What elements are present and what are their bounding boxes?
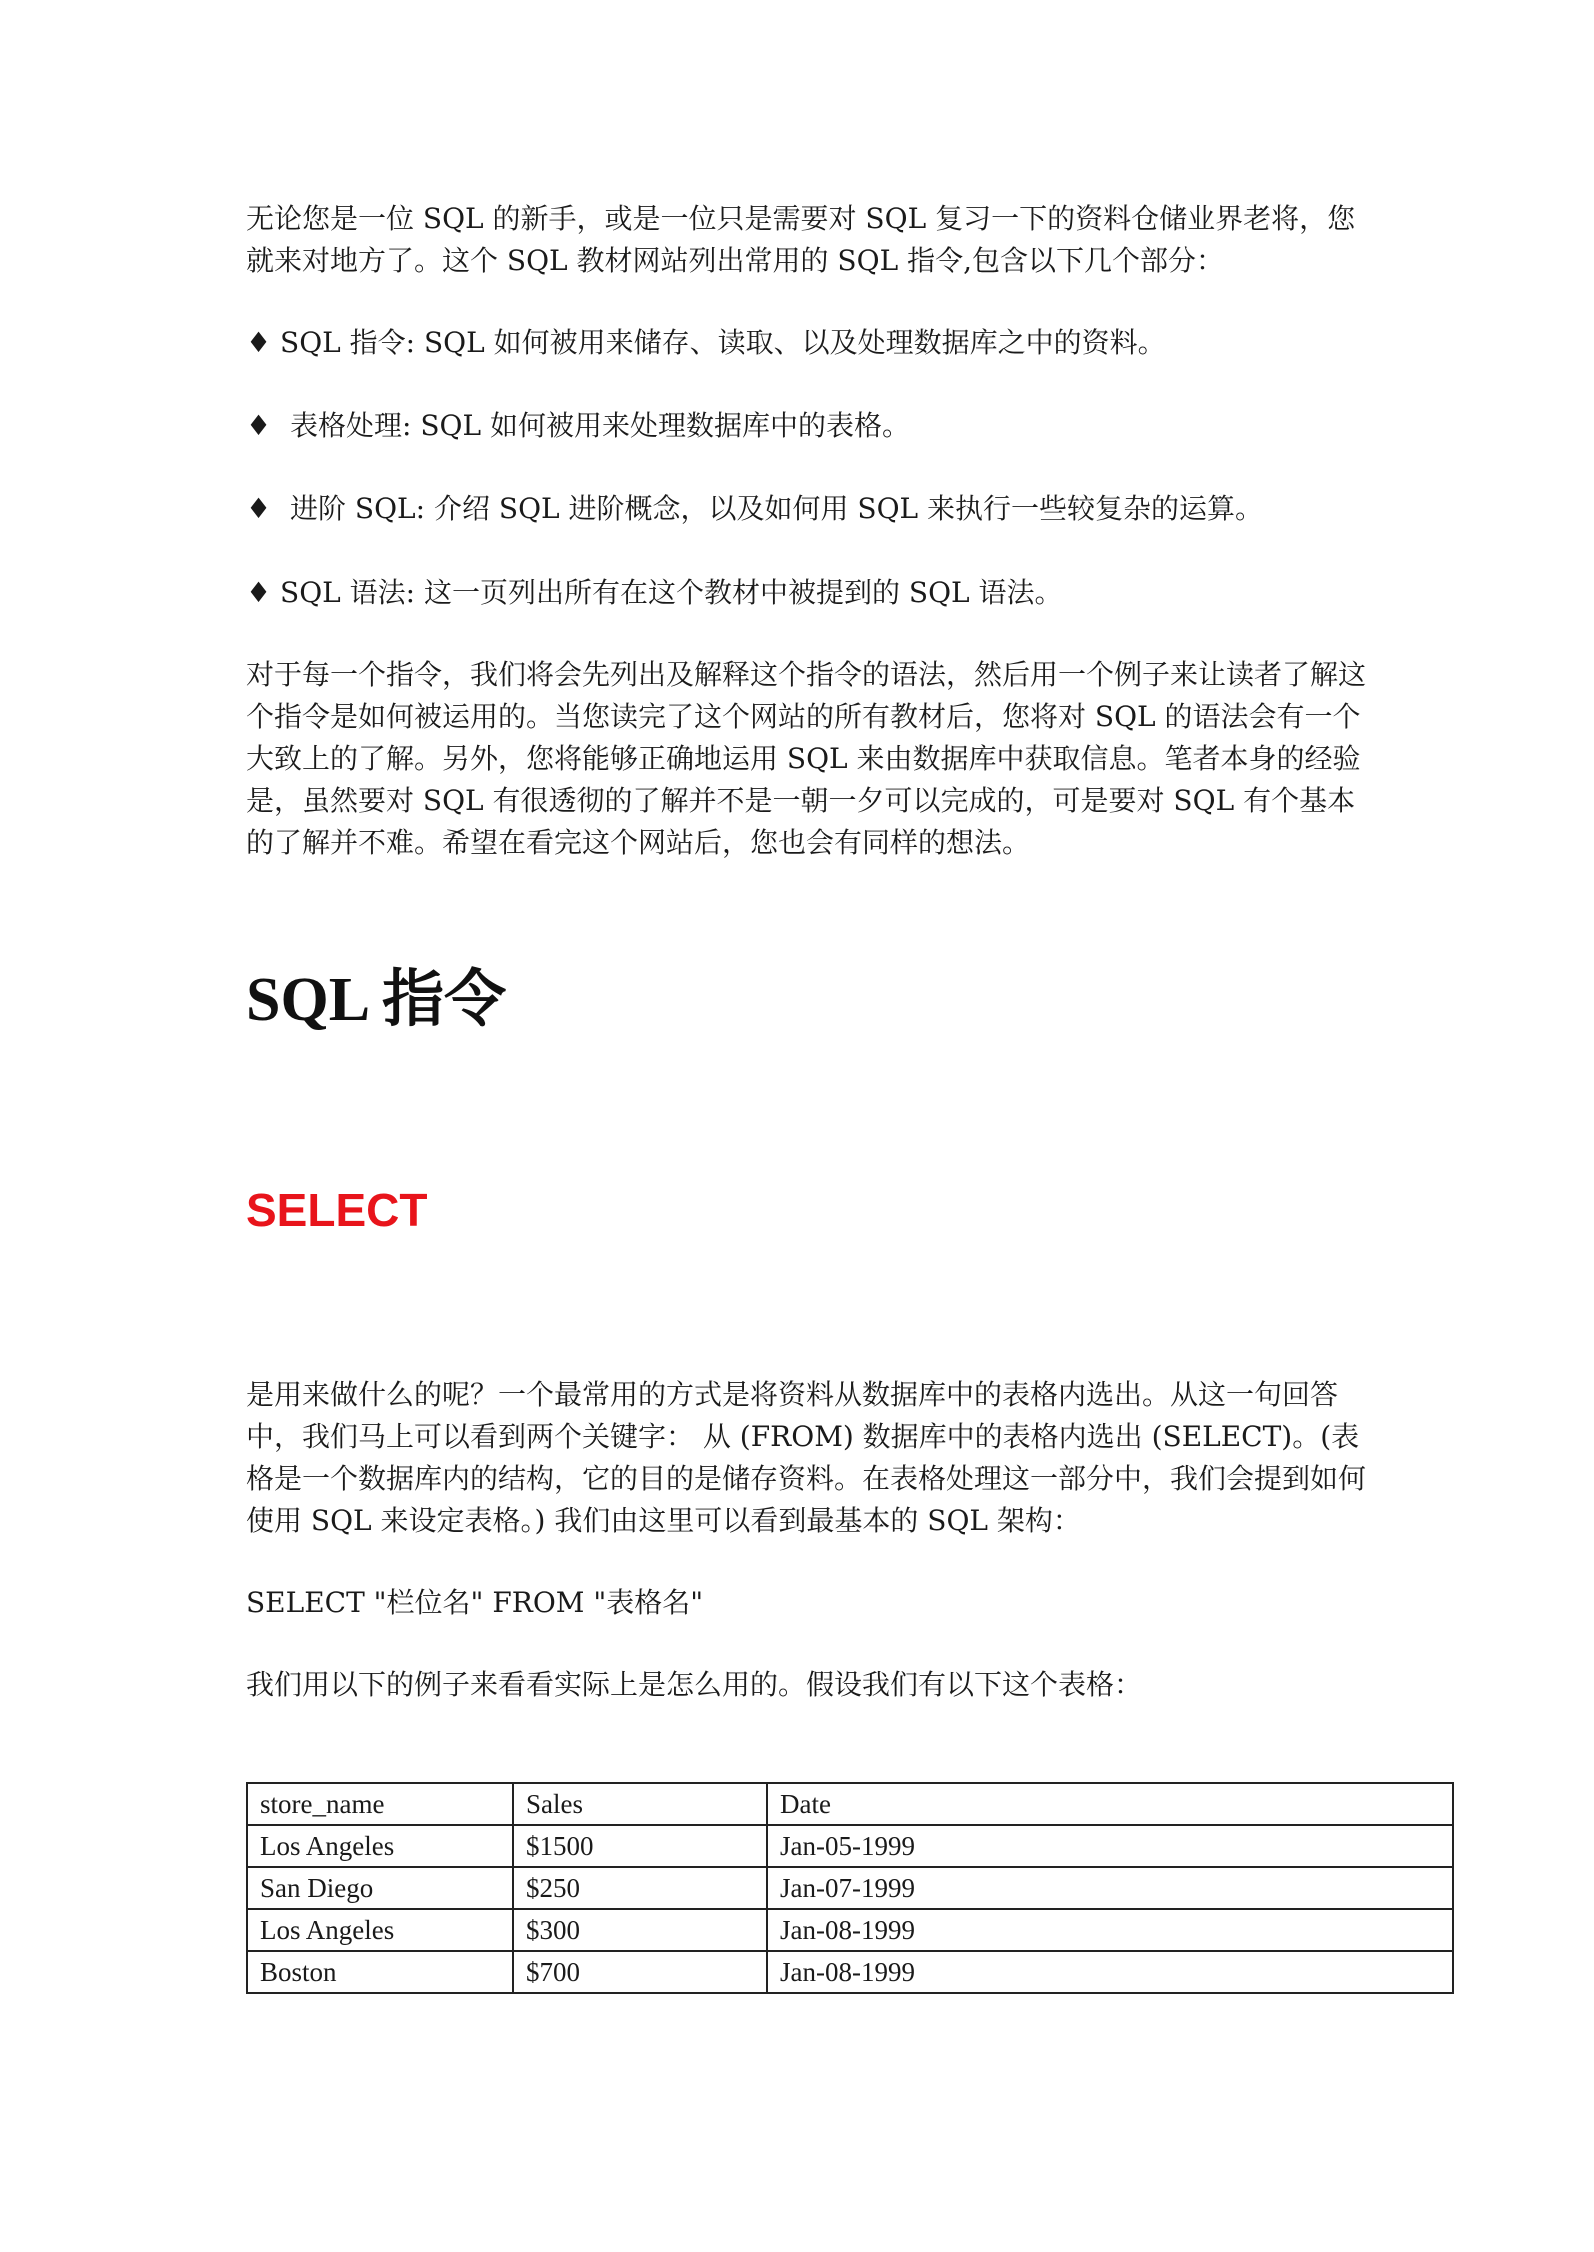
bullet-item: [246, 322, 1356, 364]
table-header-cell: Sales: [513, 1783, 767, 1825]
table-cell: Jan-07-1999: [767, 1867, 1453, 1909]
sales-table: [246, 1782, 1454, 1994]
bullet-item: [246, 405, 1356, 447]
table-cell: Boston: [247, 1951, 513, 1993]
table-header-cell: Date: [767, 1783, 1453, 1825]
explanation-line: 的了解并不难。希望在看完这个网站后，您也会有同样的想法。: [246, 826, 1031, 859]
select-intro-line: 是用来做什么的呢？一个最常用的方式是将资料从数据库中的表格内选出。从这一句回答: [246, 1378, 1339, 1411]
diamond-bullet-icon: ♦: [246, 492, 272, 525]
table-cell: Jan-05-1999: [767, 1825, 1453, 1867]
diamond-bullet-icon: ♦: [246, 409, 272, 442]
table-cell: $700: [513, 1951, 767, 1993]
explanation-line: 对于每一个指令，我们将会先列出及解释这个指令的语法，然后用一个例子来让读者了解这: [246, 658, 1367, 691]
bullet-text: 进阶 SQL: 介绍 SQL 进阶概念，以及如何用 SQL 来执行一些较复杂的运算。: [290, 492, 1264, 525]
table-cell: San Diego: [247, 1867, 513, 1909]
subsection-title: SELECT: [246, 1184, 428, 1236]
select-intro-line: 使用 SQL 来设定表格。) 我们由这里可以看到最基本的 SQL 架构：: [246, 1504, 1081, 1537]
syntax-example: SELECT "栏位名" FROM "表格名": [246, 1586, 704, 1619]
intro-paragraph: [246, 198, 1356, 282]
section-title: SQL 指令: [246, 966, 507, 1034]
table-header-cell: store_name: [247, 1783, 513, 1825]
intro-line: 无论您是一位 SQL 的新手，或是一位只是需要对 SQL 复习一下的资料仓储业界老将，您: [246, 202, 1356, 235]
diamond-bullet-icon: ♦: [246, 326, 272, 359]
explanation-line: 是，虽然要对 SQL 有很透彻的了解并不是一朝一夕可以完成的，可是要对 SQL 有个基本: [246, 784, 1356, 817]
table-header-row: [247, 1783, 1453, 1825]
table-cell: Los Angeles: [247, 1909, 513, 1951]
select-intro-line: 格是一个数据库内的结构，它的目的是储存资料。在表格处理这一部分中，我们会提到如何: [246, 1462, 1367, 1495]
table-cell: $1500: [513, 1825, 767, 1867]
explanation-line: 大致上的了解。另外，您将能够正确地运用 SQL 来由数据库中获取信息。笔者本身的经验: [246, 742, 1361, 775]
table-cell: $250: [513, 1867, 767, 1909]
table-row: [247, 1825, 1453, 1867]
intro-line: 就来对地方了。这个 SQL 教材网站列出常用的 SQL 指令,包含以下几个部分：: [246, 244, 1224, 277]
bullet-text: SQL 指令: SQL 如何被用来储存、读取、以及处理数据库之中的资料。: [280, 326, 1166, 359]
table-row: [247, 1867, 1453, 1909]
example-intro: 我们用以下的例子来看看实际上是怎么用的。假设我们有以下这个表格：: [246, 1668, 1143, 1701]
explanation-line: 个指令是如何被运用的。当您读完了这个网站的所有教材后，您将对 SQL 的语法会有一个: [246, 700, 1361, 733]
table-cell: Jan-08-1999: [767, 1951, 1453, 1993]
table-row: [247, 1909, 1453, 1951]
bullet-text: 表格处理: SQL 如何被用来处理数据库中的表格。: [290, 409, 910, 442]
select-intro-paragraph: [246, 1374, 1367, 1542]
bullet-item: [246, 572, 1356, 614]
select-intro-line: 中，我们马上可以看到两个关键字： 从 (FROM) 数据库中的表格内选出 (SELECT)。(表: [246, 1420, 1360, 1453]
table-cell: Jan-08-1999: [767, 1909, 1453, 1951]
diamond-bullet-icon: ♦: [246, 576, 272, 609]
table-row: [247, 1951, 1453, 1993]
table-cell: $300: [513, 1909, 767, 1951]
bullet-text: SQL 语法: 这一页列出所有在这个教材中被提到的 SQL 语法。: [280, 576, 1063, 609]
table-cell: Los Angeles: [247, 1825, 513, 1867]
bullet-item: [246, 488, 1356, 530]
explanation-paragraph: [246, 654, 1367, 864]
